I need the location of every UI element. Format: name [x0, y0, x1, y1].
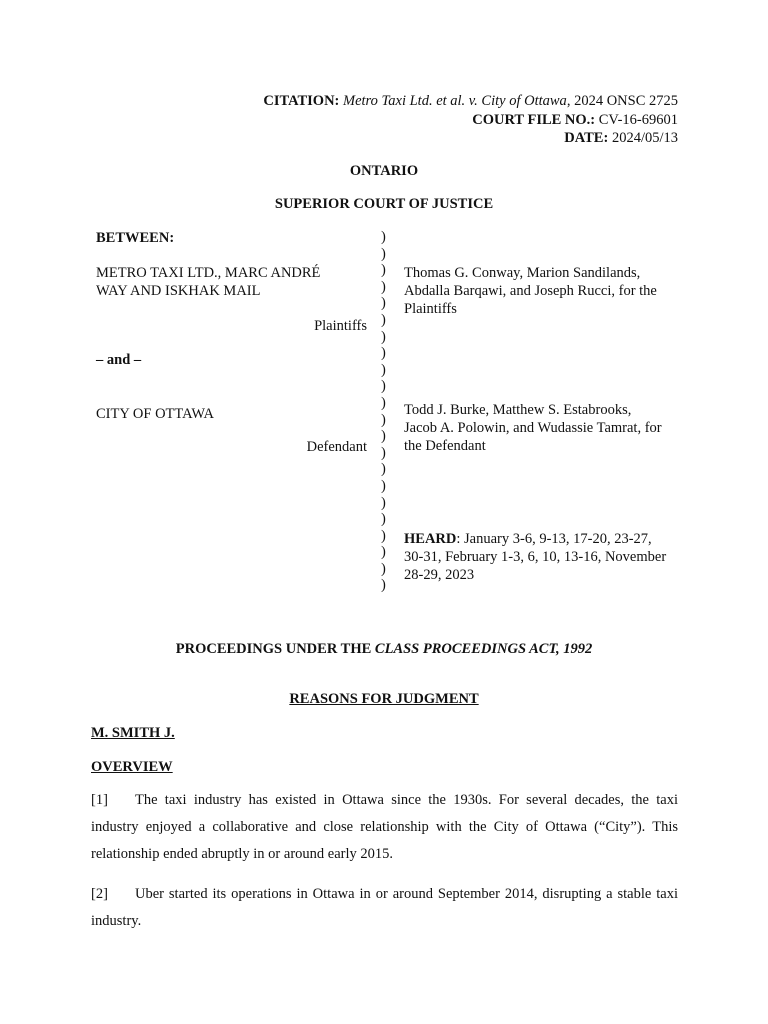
proceedings-act: CLASS PROCEEDINGS ACT, 1992 [374, 641, 593, 657]
court-file-value: CV-16-69601 [598, 112, 678, 128]
proceedings-heading [0, 640, 768, 658]
plaintiff-counsel-3: Plaintiffs [404, 301, 457, 317]
defendant-counsel-2: Jacob A. Polowin, and Wudassie Tamrat, for [404, 420, 662, 436]
date-label: DATE: [564, 130, 609, 146]
defendant-role: Defendant [306, 439, 367, 455]
citation-case: Metro Taxi Ltd. et al. v. City of Ottawa [343, 93, 567, 109]
court-file-line [200, 111, 678, 129]
court-name: SUPERIOR COURT OF JUSTICE [274, 196, 494, 212]
paragraph-text: Uber started its operations in Ottawa in or around September 2014, disrupting a stable taxi industry. [91, 886, 678, 929]
paragraph-2 [91, 881, 678, 935]
heard-dates-1: : January 3-6, 9-13, 17-20, 23-27, [456, 531, 652, 547]
jurisdiction: ONTARIO [349, 163, 419, 179]
heard-dates-3: 28-29, 2023 [404, 567, 475, 583]
date-line [200, 129, 678, 147]
plaintiffs-role: Plaintiffs [314, 318, 367, 334]
paragraph-number: [2] [91, 886, 108, 902]
defendant-counsel-1: Todd J. Burke, Matthew S. Estabrooks, [404, 402, 632, 418]
paragraph-number: [1] [91, 792, 108, 808]
overview-heading: OVERVIEW [91, 759, 173, 775]
proceedings-prefix: PROCEEDINGS UNDER THE [175, 641, 375, 657]
citation-line [200, 92, 678, 110]
judge-name: M. SMITH J. [91, 725, 175, 741]
plaintiff-counsel-2: Abdalla Barqawi, and Joseph Rucci, for the [404, 283, 657, 299]
paragraph-text: The taxi industry has existed in Ottawa since the 1930s. For several decades, the taxi industry enjoyed a collaborative and close relationship with the City of Ottawa (“City”). This relationship ended abruptly in or around early 2015. [91, 792, 678, 862]
heard-label: HEARD [404, 531, 457, 547]
between-label: BETWEEN: [96, 230, 175, 246]
paragraph-1 [91, 787, 678, 868]
heard-line-1 [404, 530, 652, 548]
citation-label: CITATION: [263, 93, 340, 109]
plaintiffs-names-1: METRO TAXI LTD., MARC ANDRÉ [96, 265, 321, 281]
plaintiff-counsel-1: Thomas G. Conway, Marion Sandilands, [404, 265, 641, 281]
defendant-counsel-3: the Defendant [404, 438, 486, 454]
reasons-heading: REASONS FOR JUDGMENT [289, 691, 479, 707]
defendant-name: CITY OF OTTAWA [96, 406, 214, 422]
plaintiffs-names-2: WAY AND ISKHAK MAIL [96, 283, 261, 299]
and-label: – and – [96, 352, 142, 368]
court-file-label: COURT FILE NO.: [472, 112, 596, 128]
heard-dates-2: 30-31, February 1-3, 6, 10, 13-16, November [404, 549, 667, 565]
citation-ref: , 2024 ONSC 2725 [566, 93, 678, 109]
date-value: 2024/05/13 [611, 130, 678, 146]
paren-column: ) ) ) ) ) ) ) ) ) ) ) ) ) ) ) ) ) ) ) ) ) ) [381, 229, 386, 594]
